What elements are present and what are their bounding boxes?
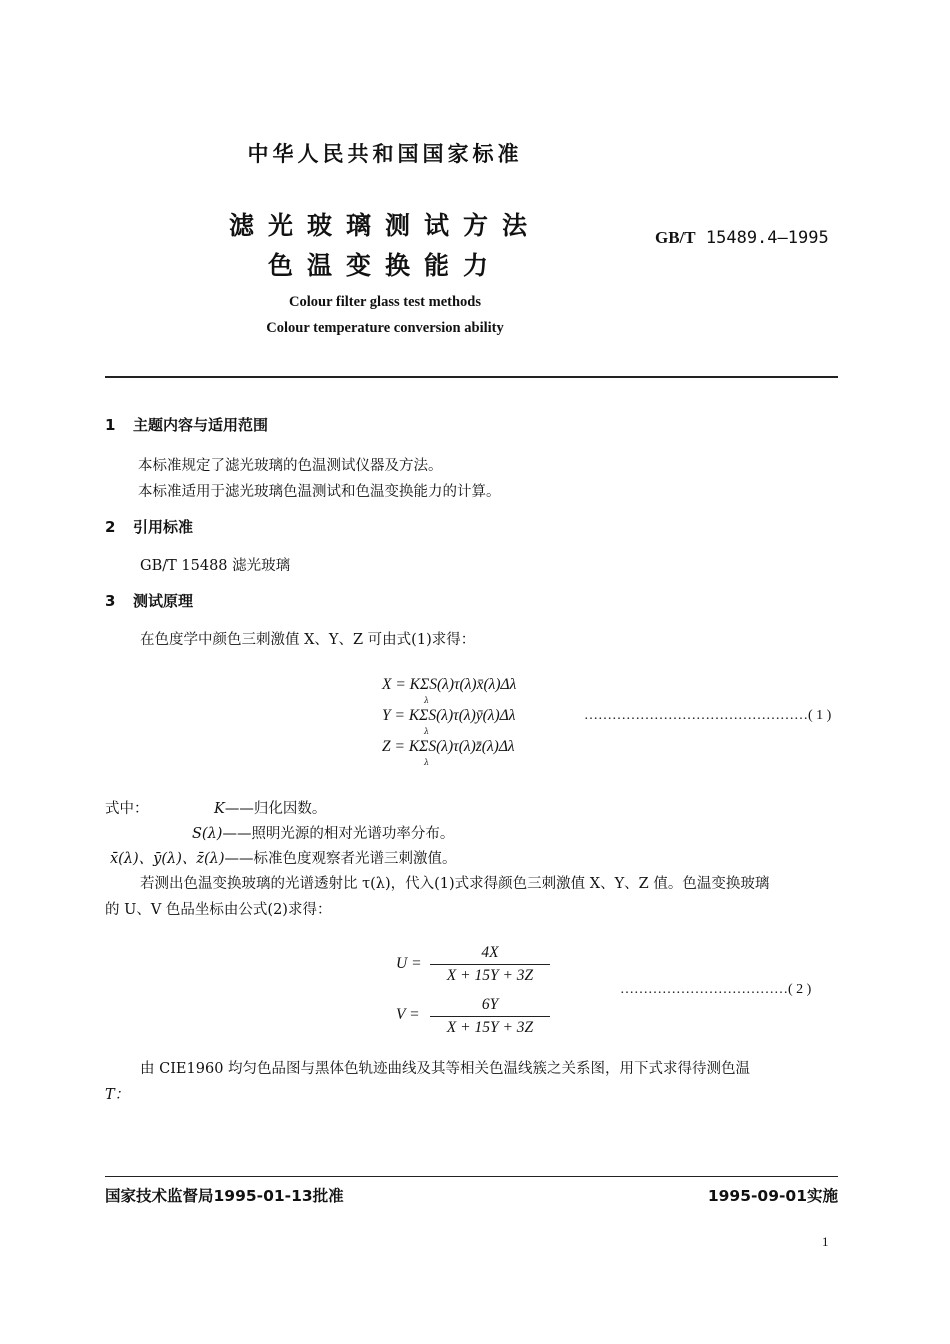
section-number: 1	[105, 416, 116, 434]
section-1-para-2: 本标准适用于滤光玻璃色温测试和色温变换能力的计算。	[138, 484, 501, 500]
fraction-bar	[430, 964, 550, 965]
footer-rule	[105, 1176, 838, 1177]
where-label: 式中：	[105, 801, 149, 817]
equation-2-v-fraction	[430, 996, 550, 1037]
where-item-s: S(λ)——照明光源的相对光谱功率分布。	[192, 826, 455, 842]
section-3-para-1: 在色度学中颜色三刺激值 X、Y、Z 可由式(1)求得：	[140, 632, 476, 648]
equation-2-u-lhs: U =	[396, 955, 422, 972]
implementation-date: 1995-09-01实施	[707, 1187, 838, 1205]
header-rule	[105, 376, 838, 378]
equation-1-line-y: Y = KΣS(λ)τ(λ)ȳ(λ)Δλ	[382, 707, 516, 724]
page-number: 1	[822, 1234, 829, 1249]
paragraph-cie-cont: T：	[105, 1087, 130, 1103]
where-symbol: S(λ)	[192, 826, 223, 842]
where-item-xyz: x̄(λ)、ȳ(λ)、z̄(λ)——标准色度观察者光谱三刺激值。	[110, 851, 457, 867]
standard-prefix: GB/T	[655, 228, 696, 247]
section-1-para-1: 本标准规定了滤光玻璃的色温测试仪器及方法。	[138, 458, 443, 474]
equation-1-line-x: X = KΣS(λ)τ(λ)x̄(λ)Δλ	[382, 676, 517, 693]
section-title: 主题内容与适用范围	[133, 416, 269, 434]
section-2-heading	[105, 516, 193, 537]
equation-2-v-lhs: V =	[396, 1006, 420, 1023]
title-en-line2: Colour temperature conversion ability	[266, 320, 504, 336]
standard-code: 15489.4—1995	[705, 228, 829, 248]
where-symbol: K	[214, 801, 225, 817]
equation-1-line-z: Z = KΣS(λ)τ(λ)z̄(λ)Δλ	[382, 738, 515, 755]
standard-number	[655, 228, 829, 248]
equation-2-number: ………………………………( 2 )	[620, 982, 812, 997]
fraction-bar	[430, 1016, 550, 1017]
section-title: 测试原理	[133, 592, 194, 610]
paragraph-transmittance: 若测出色温变换玻璃的光谱透射比 τ(λ)，代入(1)式求得颜色三刺激值 X、Y、Z 值。色温变换玻璃	[140, 876, 770, 892]
equation-2-u-fraction	[430, 944, 550, 985]
equation-2-u-numerator: 4X	[481, 944, 499, 961]
equation-2-v-denominator: X + 15Y + 3Z	[446, 1019, 534, 1036]
sum-subscript: λ	[424, 727, 430, 736]
approval-date: 国家技术监督局1995-01-13批准	[105, 1187, 344, 1205]
paragraph-cie: 由 CIE1960 均匀色品图与黑体色轨迹曲线及其等相关色温线簇之关系图，用下式求得待测色温	[140, 1061, 751, 1077]
title-en-line1: Colour filter glass test methods	[289, 294, 481, 310]
title-cn-line2: 色温变换能力	[267, 251, 502, 280]
where-symbol: x̄(λ)、ȳ(λ)、z̄(λ)	[110, 851, 225, 867]
paragraph-transmittance-cont: 的 U、V 色品坐标由公式(2)求得：	[105, 902, 332, 918]
section-number: 2	[105, 518, 116, 536]
section-3-heading	[105, 590, 193, 611]
section-2-para-1: GB/T 15488 滤光玻璃	[140, 558, 291, 574]
sum-subscript: λ	[424, 758, 430, 767]
title-cn-line1: 滤光玻璃测试方法	[228, 211, 541, 240]
equation-2-v-numerator: 6Y	[481, 996, 499, 1013]
sum-subscript: λ	[424, 696, 430, 705]
section-title: 引用标准	[133, 518, 194, 536]
section-number: 3	[105, 592, 116, 610]
section-1-heading	[105, 414, 268, 435]
standard-title: 中华人民共和国国家标准	[247, 142, 523, 166]
where-item-k: K——归化因数。	[214, 801, 327, 817]
equation-2-u-denominator: X + 15Y + 3Z	[446, 967, 534, 984]
equation-1-number: …………………………………………( 1 )	[584, 708, 832, 723]
